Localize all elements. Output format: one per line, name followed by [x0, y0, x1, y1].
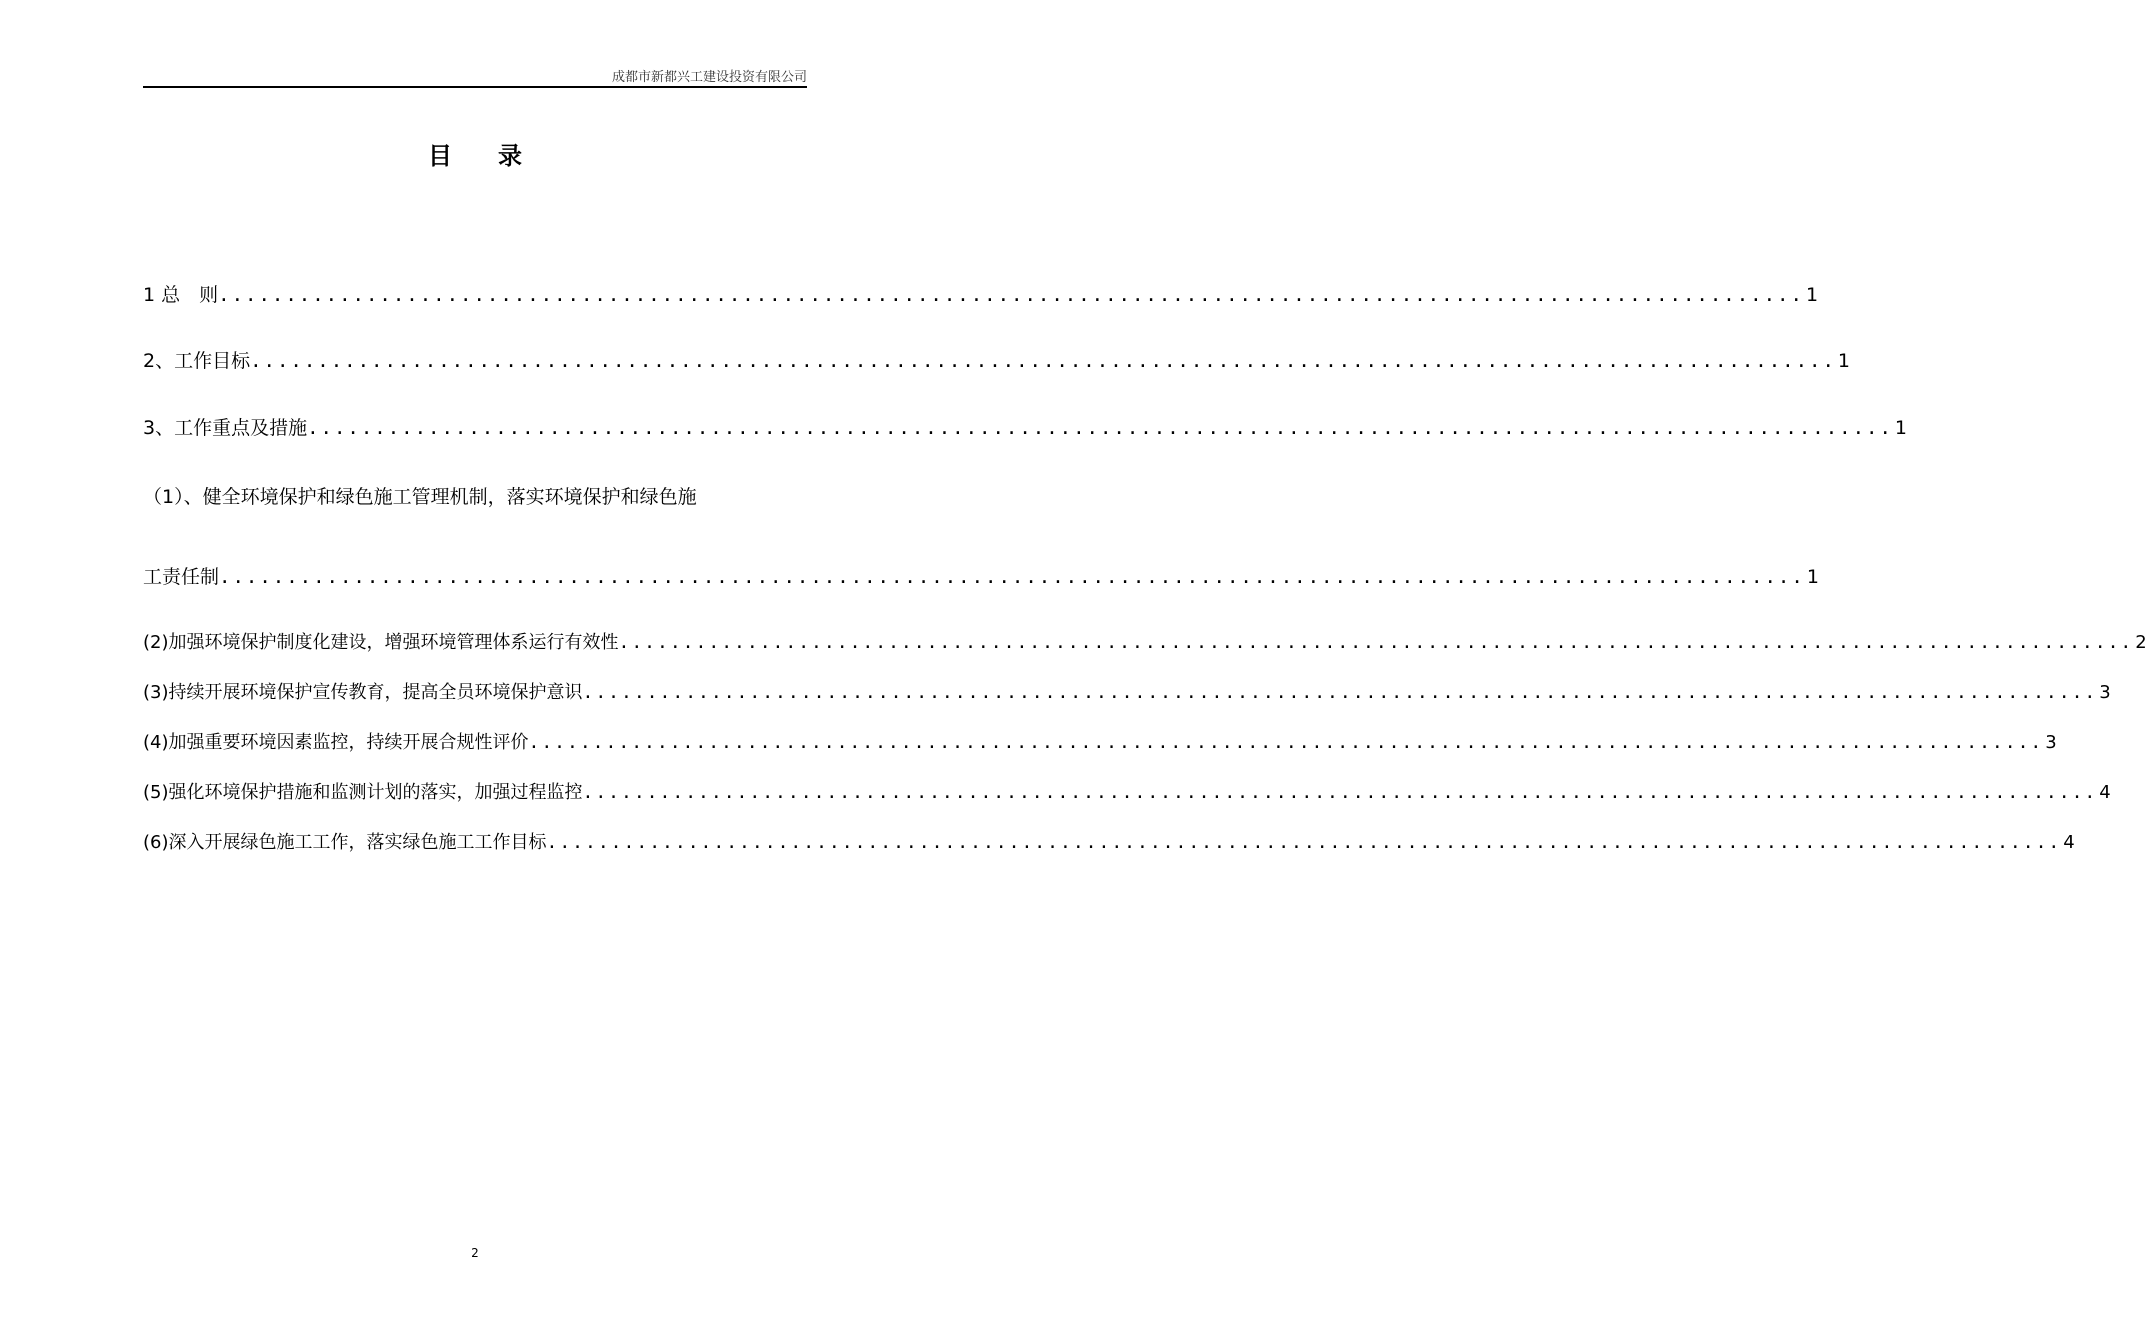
- toc-entry-page: 1: [1805, 284, 1819, 306]
- toc-leader-dots: ......................................................................................................................: [250, 350, 1836, 372]
- toc-entry-4-line2: [143, 562, 1819, 589]
- header-company-name: 成都市新都兴工建设投资有限公司: [611, 70, 807, 85]
- toc-entry-label: (4)加强重要环境因素监控，持续开展合规性评价: [143, 732, 529, 753]
- toc-entry-page: 1: [1894, 417, 1907, 439]
- toc-entry-label: 1 总 则: [143, 284, 219, 306]
- toc-entry-7[interactable]: [143, 728, 2057, 754]
- toc-entry-page: 4: [2063, 832, 2075, 853]
- toc-entry-label: (3)持续开展环境保护宣传教育，提高全员环境保护意识: [143, 682, 583, 703]
- toc-leader-dots: ......................................................................................................................: [618, 632, 2134, 653]
- toc-entry-page: 4: [2099, 782, 2111, 803]
- toc-entry-page: 3: [2099, 682, 2111, 703]
- toc-leader-dots: ......................................................................................................................: [307, 417, 1893, 439]
- toc-entry-6[interactable]: [143, 678, 2111, 704]
- toc-leader-dots: ......................................................................................................................: [582, 782, 2098, 803]
- toc-leader-dots: ......................................................................................................................: [218, 284, 1804, 306]
- toc-entry-9[interactable]: [143, 828, 2075, 854]
- toc-entry-page: 1: [1837, 350, 1850, 372]
- toc-entry-label: 2、工作目标: [143, 350, 251, 372]
- toc-leader-dots: ......................................................................................................................: [582, 682, 2098, 703]
- toc-entry-8[interactable]: [143, 778, 2111, 804]
- toc-entry-1[interactable]: [143, 280, 1819, 307]
- toc-entry-3[interactable]: [143, 413, 1907, 440]
- toc-entry-label: 3、工作重点及措施: [143, 417, 308, 439]
- toc-leader-dots: ......................................................................................................................: [219, 566, 1805, 588]
- toc-entry-label-line1: （1）、健全环境保护和绿色施工管理机制，落实环境保护和绿色施: [143, 486, 697, 508]
- toc-entry-5[interactable]: [143, 628, 2147, 654]
- header-divider: [143, 86, 807, 88]
- toc-entry-2[interactable]: [143, 346, 1850, 373]
- toc-leader-dots: ......................................................................................................................: [528, 732, 2044, 753]
- toc-entry-label: (6)深入开展绿色施工工作，落实绿色施工工作目标: [143, 832, 547, 853]
- toc-entry-page: 1: [1806, 566, 1819, 588]
- toc-entry-page: 2: [2135, 632, 2147, 653]
- toc-entry-page: 3: [2045, 732, 2057, 753]
- toc-entry-label: (5)强化环境保护措施和监测计划的落实，加强过程监控: [143, 782, 583, 803]
- toc-entry-label: (2)加强环境保护制度化建设，增强环境管理体系运行有效性: [143, 632, 619, 653]
- toc-leader-dots: ......................................................................................................................: [546, 832, 2062, 853]
- page-number: 2: [471, 1246, 479, 1260]
- toc-entry-label-line2: 工责任制: [143, 566, 220, 588]
- toc-title: 目录: [428, 142, 568, 170]
